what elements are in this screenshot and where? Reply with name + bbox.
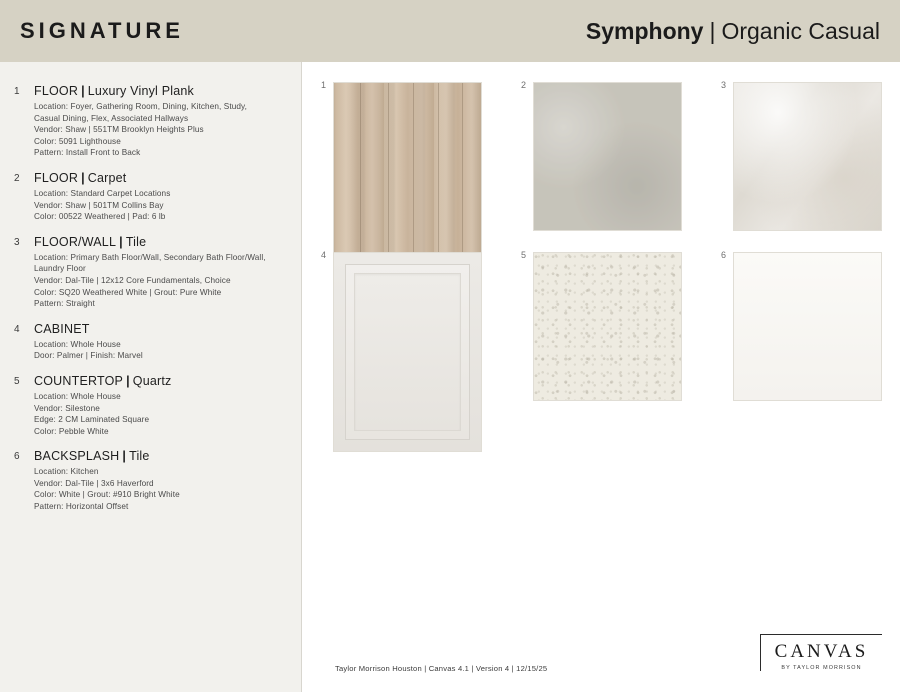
- spec-body: [34, 374, 289, 437]
- spec-detail-line: Location: Primary Bath Floor/Wall, Secondary Bath Floor/Wall,: [34, 252, 266, 262]
- spec-item-floor-carpet: [14, 171, 289, 223]
- spec-item-floor-wall-tile: [14, 235, 289, 310]
- spec-detail-line: Location: Foyer, Gathering Room, Dining, Kitchen, Study,: [34, 102, 247, 111]
- swatch-number: 3: [721, 80, 727, 90]
- spec-title: [34, 322, 289, 336]
- spec-title: [34, 449, 289, 463]
- swatch-4: [321, 252, 486, 467]
- canvas-logo-subtext: BY TAYLOR MORRISON: [781, 665, 862, 671]
- spec-title: [34, 84, 289, 98]
- spec-title-bar: |: [119, 234, 123, 249]
- spec-detail-line: Color: White | Grout: #910 Bright White: [34, 490, 180, 500]
- cabinet-panel-inner: [354, 273, 461, 431]
- canvas-logo: [760, 634, 882, 671]
- spec-title: [34, 374, 289, 388]
- spec-subtype: Tile: [125, 234, 147, 249]
- spec-subtype: Tile: [129, 449, 150, 464]
- collection-title-group: [586, 18, 900, 45]
- spec-number: 1: [14, 86, 20, 97]
- spec-detail-line: Door: Palmer | Finish: Marvel: [34, 351, 143, 361]
- spec-detail-line: Color: 00522 Weathered | Pad: 6 lb: [34, 212, 166, 222]
- swatch-image-carpet: [533, 82, 682, 231]
- spec-detail-line: Casual Dining, Flex, Associated Hallways: [34, 113, 189, 123]
- spec-title-bar: [90, 322, 96, 336]
- spec-category: COUNTERTOP: [34, 373, 124, 388]
- spec-body: [34, 84, 289, 159]
- title-separator: |: [709, 17, 716, 44]
- spec-subtype: Quartz: [132, 373, 172, 388]
- spec-item-cabinet: [14, 322, 289, 362]
- swatch-number: 6: [721, 250, 727, 260]
- spec-body: [34, 235, 289, 310]
- swatch-number: 1: [321, 80, 327, 90]
- spec-detail-line: Location: Whole House: [34, 339, 121, 349]
- swatch-6: [721, 252, 886, 417]
- spec-detail-line: Laundry Floor: [34, 264, 86, 274]
- spec-number: 4: [14, 323, 20, 335]
- spec-title-bar: |: [81, 84, 85, 98]
- swatch-5: [521, 252, 686, 417]
- swatch-image-backsplash-tile: [733, 252, 882, 401]
- spec-title: [34, 171, 289, 185]
- spec-detail-line: Vendor: Silestone: [34, 403, 100, 413]
- spec-detail-line: Pattern: Horizontal Offset: [34, 502, 129, 512]
- swatch-number: 4: [321, 250, 327, 260]
- spec-title: [34, 235, 289, 249]
- brand-title: SIGNATURE: [20, 18, 184, 43]
- spec-body: [34, 171, 289, 223]
- spec-detail-line: Color: Pebble White: [34, 426, 109, 436]
- spec-detail-line: Vendor: Dal-Tile | 3x6 Haverford: [34, 478, 154, 488]
- swatch-1: [321, 82, 486, 247]
- spec-title-bar: |: [81, 170, 85, 185]
- spec-subtype: Carpet: [87, 170, 127, 185]
- swatch-number: 5: [521, 250, 527, 260]
- spec-item-floor-lvp: [14, 84, 289, 159]
- swatch-image-floor-wall-tile: [733, 82, 882, 231]
- spec-body: [34, 449, 289, 512]
- spec-category: CABINET: [34, 321, 90, 336]
- spec-detail-line: Location: Standard Carpet Locations: [34, 188, 171, 198]
- spec-detail-line: Vendor: Dal-Tile | 12x12 Core Fundamentals, Choice: [34, 275, 231, 285]
- spec-detail-line: Location: Whole House: [34, 391, 121, 401]
- spec-number: 5: [14, 375, 20, 387]
- canvas-logo-text: CANVAS: [774, 641, 869, 662]
- spec-sidebar: [0, 62, 302, 692]
- spec-number: 3: [14, 236, 20, 248]
- spec-subtype: Luxury Vinyl Plank: [87, 84, 194, 98]
- swatch-3: [721, 82, 886, 247]
- spec-category: BACKSPLASH: [34, 449, 120, 464]
- spec-category: FLOOR/WALL: [34, 234, 117, 249]
- swatch-2: [521, 82, 686, 247]
- spec-detail-line: Pattern: Install Front to Back: [34, 148, 141, 158]
- swatch-grid: [303, 62, 900, 692]
- swatch-number: 2: [521, 80, 527, 90]
- swatch-image-quartz-countertop: [533, 252, 682, 401]
- spec-number: 6: [14, 451, 20, 463]
- page-header: [0, 0, 900, 62]
- spec-title-bar: |: [126, 373, 130, 388]
- spec-category: FLOOR: [34, 84, 79, 98]
- spec-title-bar: |: [122, 449, 127, 464]
- spec-item-countertop: [14, 374, 289, 437]
- spec-item-backsplash: [14, 449, 289, 512]
- spec-detail-line: Edge: 2 CM Laminated Square: [34, 415, 150, 425]
- spec-detail-line: Vendor: Shaw | 551TM Brooklyn Heights Plus: [34, 125, 204, 135]
- spec-detail-line: Color: SQ20 Weathered White | Grout: Pure White: [34, 287, 222, 297]
- style-name: Organic Casual: [721, 17, 880, 44]
- spec-number: 2: [14, 172, 20, 184]
- spec-list: [0, 62, 301, 513]
- spec-body: [34, 322, 289, 362]
- footer-meta: Taylor Morrison Houston | Canvas 4.1 | Version 4 | 12/15/25: [335, 664, 548, 673]
- spec-category: FLOOR: [34, 170, 79, 185]
- collection-name: Symphony: [585, 17, 704, 44]
- spec-detail-line: Location: Kitchen: [34, 467, 99, 477]
- swatch-image-cabinet-door: [333, 252, 482, 452]
- spec-detail-line: Vendor: Shaw | 501TM Collins Bay: [34, 200, 164, 210]
- spec-detail-line: Color: 5091 Lighthouse: [34, 136, 121, 146]
- spec-detail-line: Pattern: Straight: [34, 299, 95, 309]
